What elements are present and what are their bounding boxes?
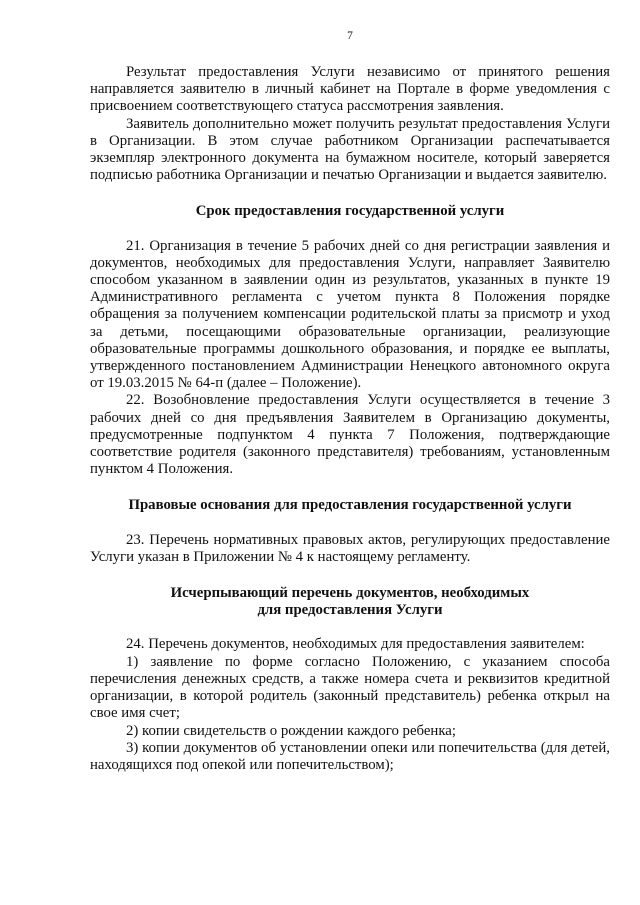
page-number: 7 [347,30,353,42]
paragraph-24-item-3: 3) копии документов об установлении опеки или попечительства (для детей, находящихся под опекой или попечительством); [90,739,610,773]
heading-service-term: Срок предоставления государственной услуги [195,203,505,220]
heading-documents-list-line2: для предоставления Услуги [257,602,443,619]
heading-legal-basis: Правовые основания для предоставления государственной услуги [128,497,572,514]
paragraph-21: 21. Организация в течение 5 рабочих дней со дня регистрации заявления и документов, необходимых для предоставления Услуги, направляет Заявителю способом указанном в заявлении один из результатов, указанных в пункте 19 Административного регламента с учетом пункта 8 Положения порядке обращения за получением компенсации родительской платы за присмотр и уход за детьми, посещающими образовательные организации, реализующие образовательные программы дошкольного образования, и порядке ее выплаты, утвержденного постановлением Администрации Ненецкого автономного округа от 19.03.2015 № 64-п (далее – Положение). [90,237,610,392]
paragraph-result-notification: Результат предоставления Услуги независимо от принятого решения направляется заявителю в личный кабинет на Портале в форме уведомления с присвоением соответствующего статуса рассмотрения заявления. [90,64,610,115]
heading-documents-list-line1: Исчерпывающий перечень документов, необходимых [170,585,530,602]
document-page [90,30,610,774]
paragraph-24-item-2: 2) копии свидетельств о рождении каждого ребенка; [126,722,456,739]
paragraph-result-paper-copy: Заявитель дополнительно может получить результат предоставления Услуги в Организации. В этом случае работником Организации распечатывается экземпляр электронного документа на бумажном носителе, который заверяется подписью работника Организации и печатью Организации и выдается заявителю. [90,115,610,184]
paragraph-24: 24. Перечень документов, необходимых для предоставления заявителем: [126,636,585,653]
paragraph-22: 22. Возобновление предоставления Услуги осуществляется в течение 3 рабочих дней со дня предъявления Заявителем в Организацию документы, предусмотренные подпунктом 4 пункта 7 Положения, подтверждающие соответствие родителя (законного представителя) требованиям, установленным пунктом 4 Положения. [90,392,610,478]
paragraph-23: 23. Перечень нормативных правовых актов, регулирующих предоставление Услуги указан в Приложении № 4 к настоящему регламенту. [90,531,610,565]
paragraph-24-item-1: 1) заявление по форме согласно Положению, с указанием способа перечисления денежных средств, а также номера счета и реквизитов кредитной организации, в которой родитель (законный представитель) ребенка открыл на свое имя счет; [90,653,610,722]
